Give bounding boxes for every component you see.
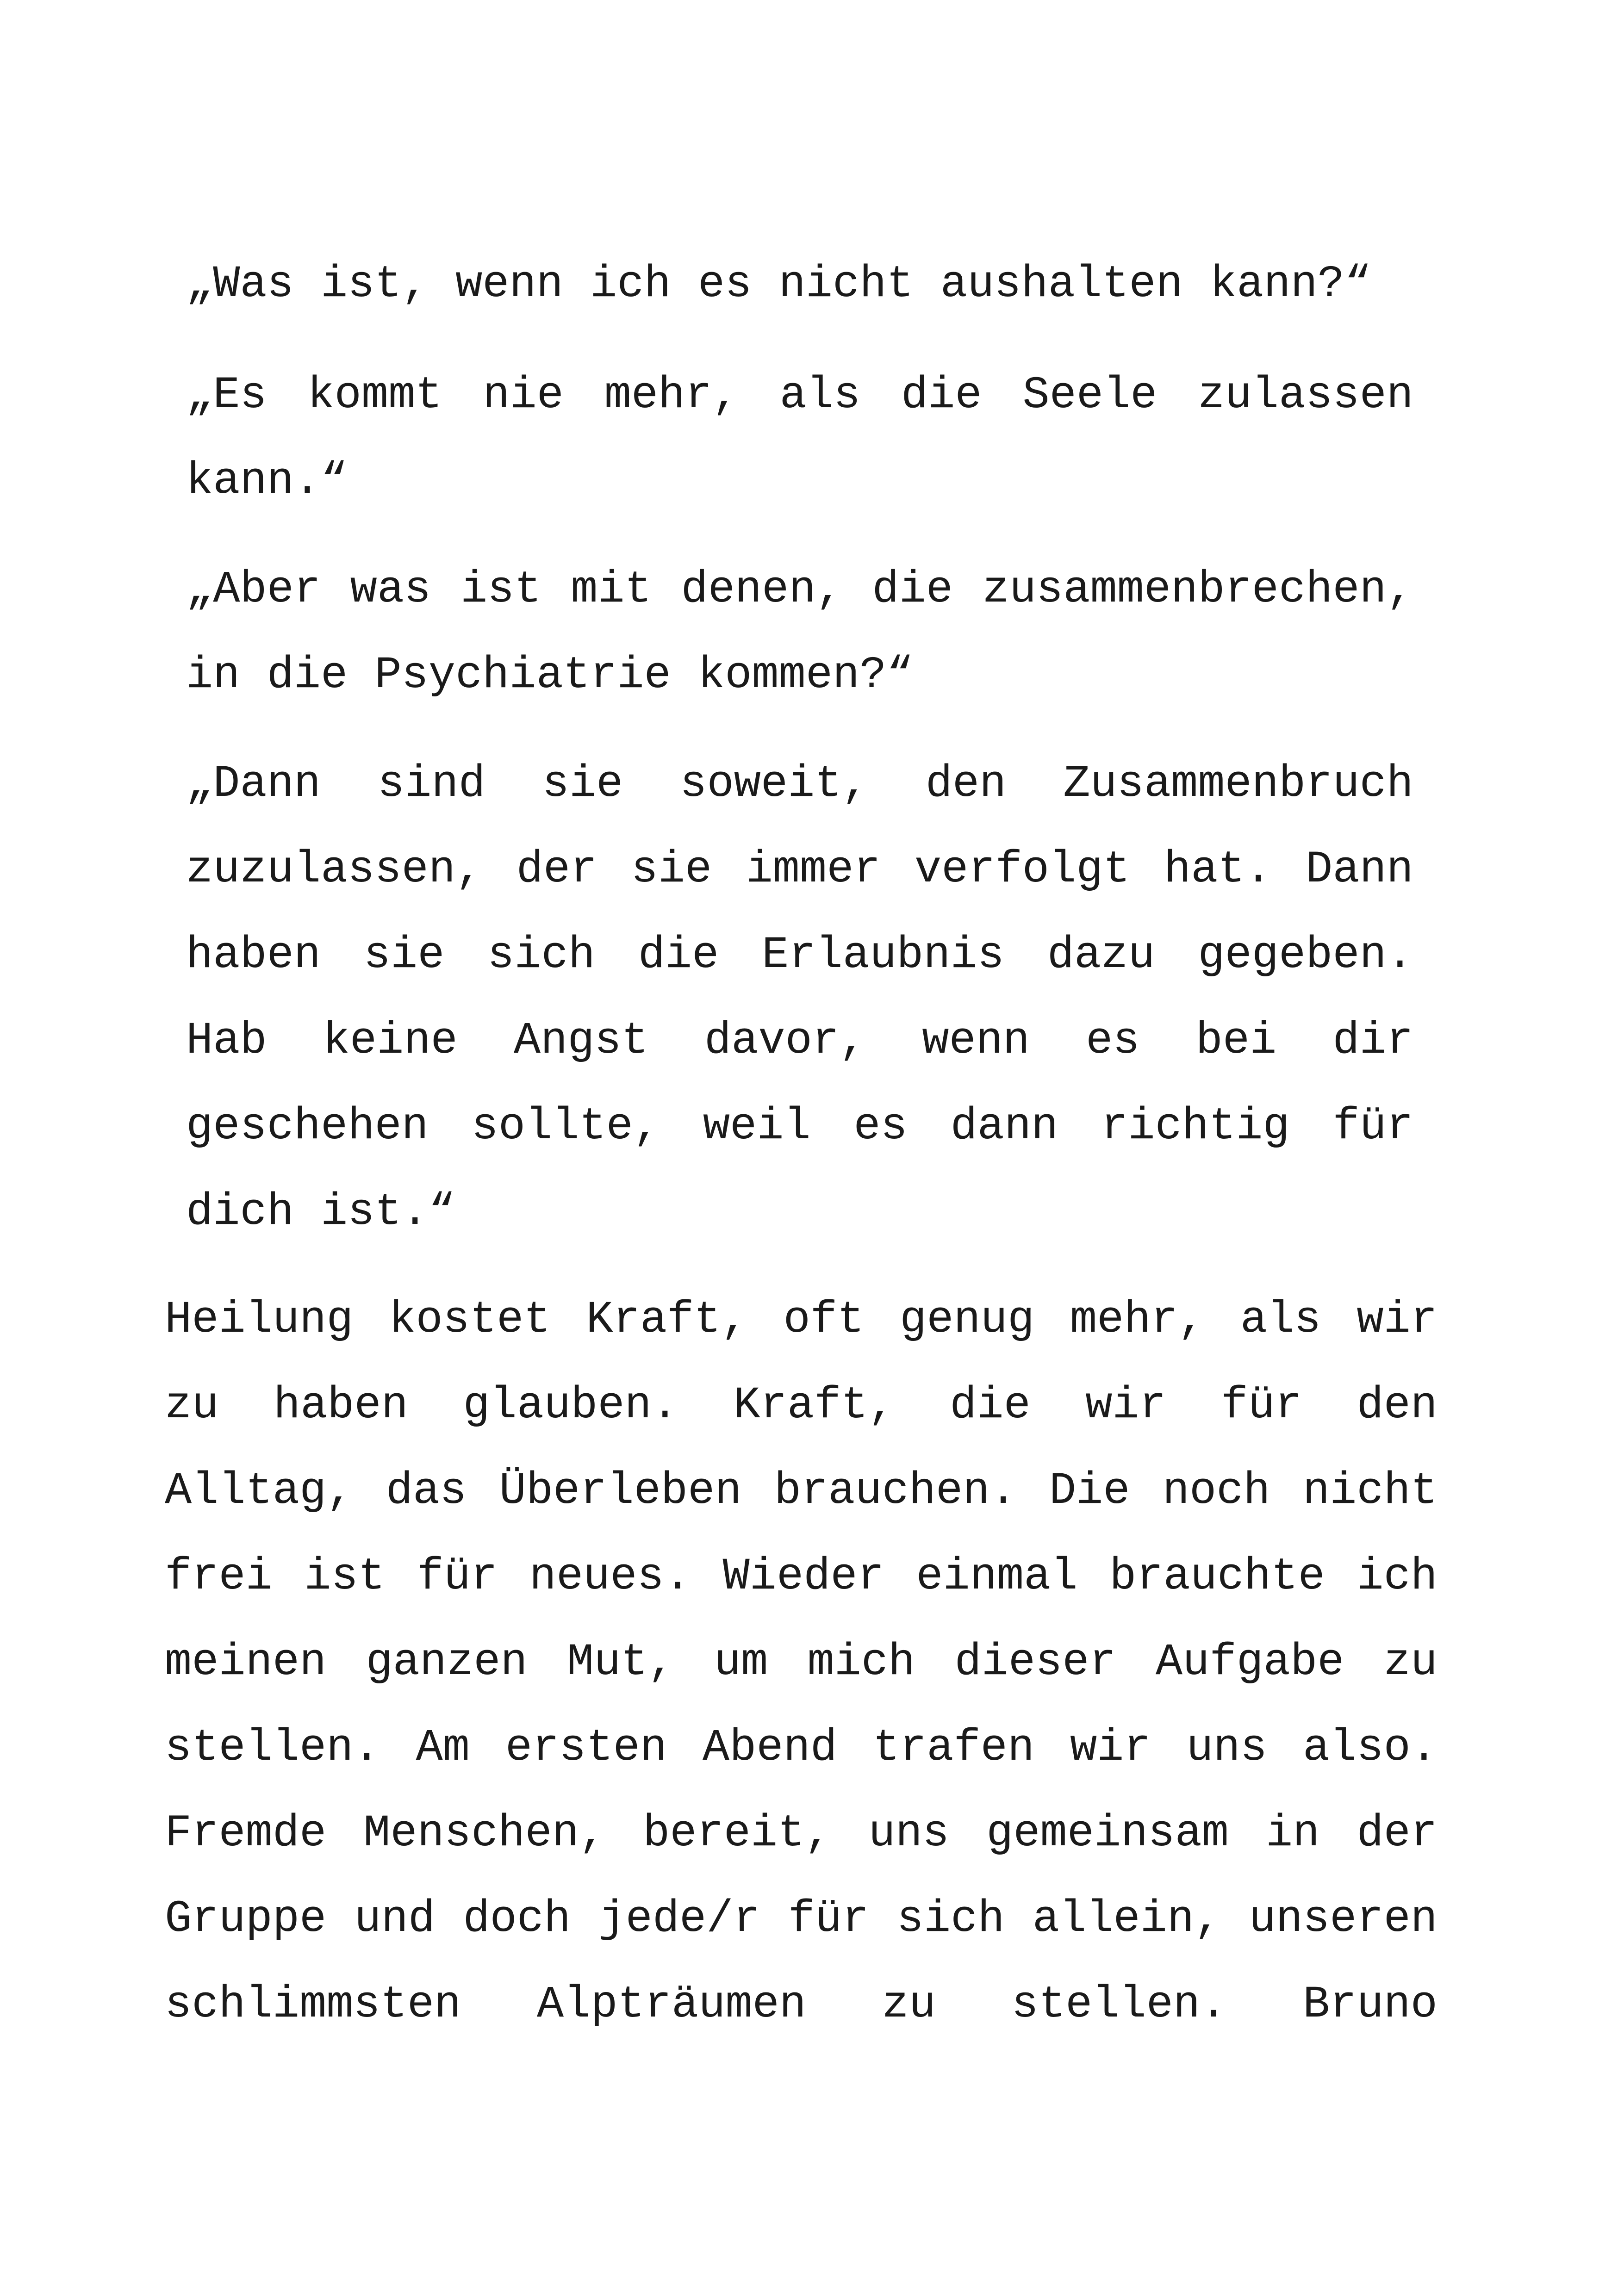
paragraph-line: Heilung kostet Kraft, oft genug mehr, als wir xyxy=(165,1295,1438,1346)
dialogue-line: kann.“ xyxy=(186,456,348,507)
dialogue-line: „Es kommt nie mehr, als die Seele zulassen xyxy=(186,370,1413,421)
dialogue-line: „Dann sind sie soweit, den Zusammenbruch xyxy=(186,759,1413,810)
dialogue-line: geschehen sollte, weil es dann richtig für xyxy=(186,1101,1413,1152)
dialogue-line: dich ist.“ xyxy=(186,1187,456,1238)
paragraph-line: stellen. Am ersten Abend trafen wir uns also. xyxy=(165,1723,1438,1774)
paragraph-line: zu haben glauben. Kraft, die wir für den xyxy=(165,1380,1438,1431)
dialogue-line: „Aber was ist mit denen, die zusammenbrechen, xyxy=(186,565,1413,615)
paragraph-line: frei ist für neues. Wieder einmal brauchte ich xyxy=(165,1551,1438,1602)
dialogue-line: Hab keine Angst davor, wenn es bei dir xyxy=(186,1016,1413,1067)
paragraph-line: Fremde Menschen, bereit, uns gemeinsam in der xyxy=(165,1808,1438,1859)
dialogue-line: „Was ist, wenn ich es nicht aushalten kann?“ xyxy=(186,259,1372,310)
paragraph-line: Gruppe und doch jede/r für sich allein, unseren xyxy=(165,1894,1438,1945)
paragraph-line: meinen ganzen Mut, um mich dieser Aufgabe zu xyxy=(165,1637,1438,1688)
paragraph-line: Alltag, das Überleben brauchen. Die noch nicht xyxy=(165,1466,1438,1517)
dialogue-line: haben sie sich die Erlaubnis dazu gegeben. xyxy=(186,930,1413,981)
dialogue-line: in die Psychiatrie kommen?“ xyxy=(186,650,914,701)
paragraph-line: schlimmsten Alpträumen zu stellen. Bruno xyxy=(165,1980,1438,2030)
dialogue-line: zuzulassen, der sie immer verfolgt hat. Dann xyxy=(186,844,1413,895)
